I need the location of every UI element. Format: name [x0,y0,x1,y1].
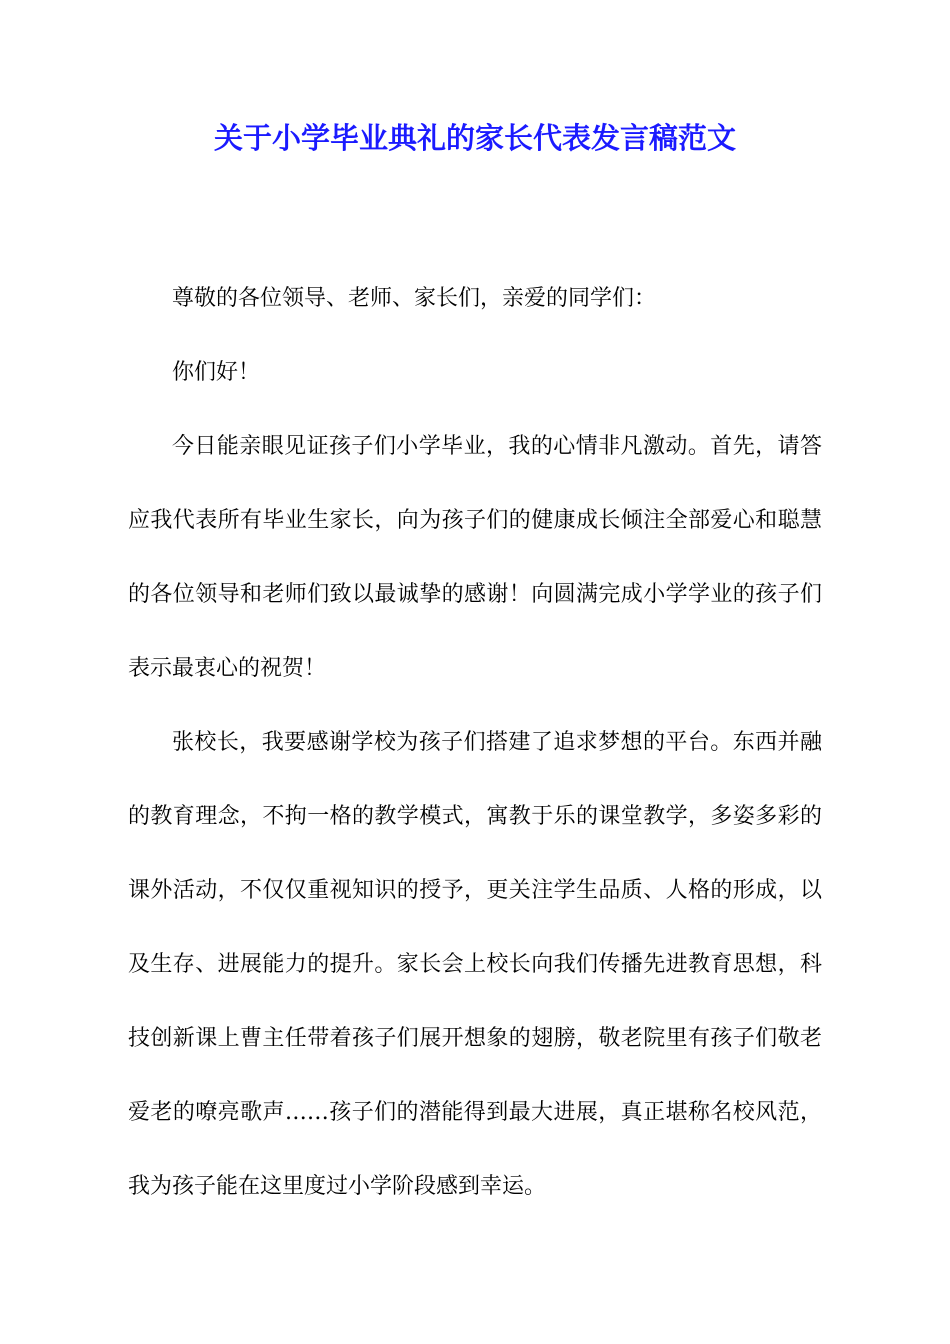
greeting-paragraph: 你们好！ [172,360,261,385]
gratitude-paragraph: 今日能亲眼见证孩子们小学毕业，我的心情非凡激动。首先，请答应我代表所有毕业生家长，向为孩子们的健康成长倾注全部爱心和聪慧的各位领导和老师们致以最诚挚的感谢！向圆满完成小学学业的孩子们表示最衷心的祝贺！ [128,434,822,681]
document-title: 关于小学毕业典礼的家长代表发言稿范文 [213,121,736,155]
salutation-paragraph: 尊敬的各位领导、老师、家长们，亲爱的同学们： [172,286,657,311]
document-body [128,262,822,1224]
school-praise-paragraph: 张校长，我要感谢学校为孩子们搭建了追求梦想的平台。东西并融的教育理念，不拘一格的教学模式，寓教于乐的课堂教学，多姿多彩的课外活动，不仅仅重视知识的授予，更关注学生品质、人格的形成，以及生存、进展能力的提升。家长会上校长向我们传播先进教育思想，科技创新课上曹主任带着孩子们展开想象的翅膀，敬老院里有孩子们敬老爱老的嘹亮歌声……孩子们的潜能得到最大进展，真正堪称名校风范，我为孩子能在这里度过小学阶段感到幸运。 [128,730,822,1199]
